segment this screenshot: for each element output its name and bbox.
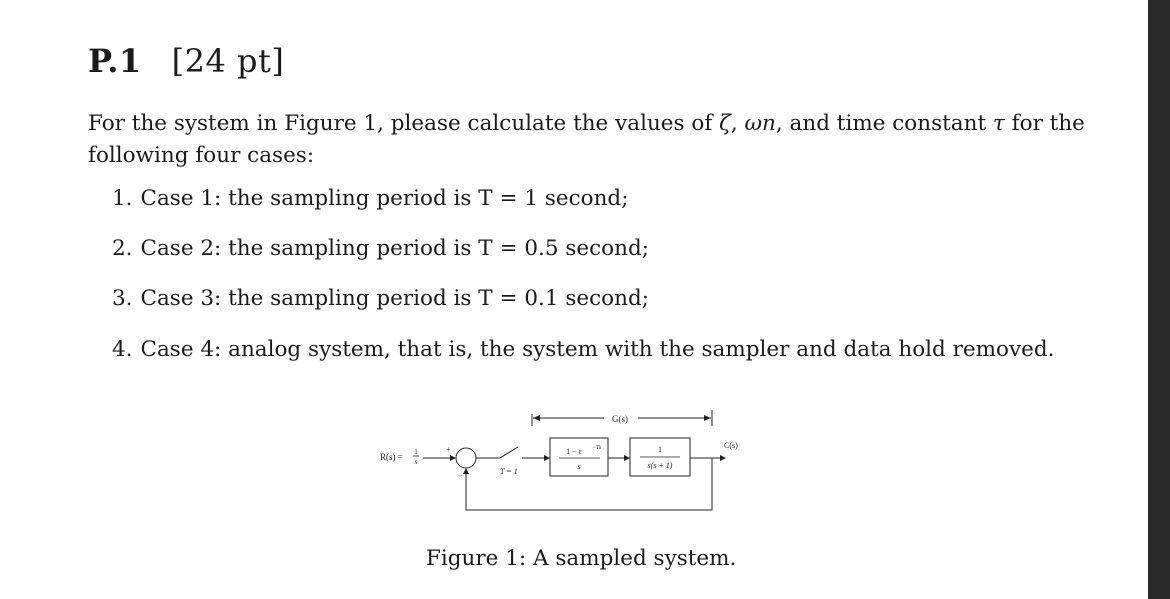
case-text: Case 4: analog system, that is, the system with the sampler and data hold removed. xyxy=(140,337,1055,362)
figure-caption: Figure 1: A sampled system. xyxy=(426,546,737,571)
input-arrow-icon xyxy=(450,455,456,461)
problem-heading xyxy=(88,42,284,80)
omega-n-symbol: ωn xyxy=(744,111,776,136)
problem-label: P.1 xyxy=(88,42,142,80)
hold-arrow-icon xyxy=(544,455,550,461)
hold-numerator: 1 − ε xyxy=(566,447,582,456)
plant-numerator: 1 xyxy=(658,445,662,454)
tau-symbol: τ xyxy=(992,111,1005,136)
summing-junction xyxy=(456,448,476,468)
sampler-switch xyxy=(500,447,518,458)
window-edge xyxy=(1148,0,1170,599)
problem-points: [24 pt] xyxy=(171,42,285,80)
block-diagram xyxy=(372,402,752,517)
problem-statement: For the system in Figure 1, please calculate the values of ζ, ωn, and time constant τ for the following four cases: xyxy=(88,111,1085,168)
intro-text-2: , and time constant xyxy=(775,111,987,136)
feedback-arrow-icon xyxy=(463,468,469,474)
output-label: C(s) xyxy=(724,441,738,450)
sampler-label: T = 1 xyxy=(500,467,518,476)
plus-sign: + xyxy=(446,445,451,454)
hold-denominator: s xyxy=(577,462,581,471)
plant-arrow-icon xyxy=(624,455,630,461)
case-item xyxy=(112,337,1054,362)
case-number: 4. xyxy=(112,337,133,362)
minus-sign: − xyxy=(458,471,463,480)
zeta-symbol: ζ xyxy=(719,111,731,136)
intro-text-1: For the system in Figure 1, please calculate the values of xyxy=(88,111,713,136)
input-frac-den: s xyxy=(414,458,418,466)
input-label: R(s) = xyxy=(380,452,403,462)
gs-label: G(s) xyxy=(612,414,628,424)
case-text: Case 2: the sampling period is T = 0.5 second; xyxy=(140,236,649,261)
intro-text-3: for the following four cases: xyxy=(88,111,1085,168)
case-number: 2. xyxy=(112,236,133,261)
feedback-path xyxy=(466,458,712,510)
case-number: 1. xyxy=(112,186,133,211)
case-number: 3. xyxy=(112,286,133,311)
case-item xyxy=(112,286,649,311)
case-item xyxy=(112,186,628,211)
case-text: Case 1: the sampling period is T = 1 second; xyxy=(140,186,629,211)
case-text: Case 3: the sampling period is T = 0.1 second; xyxy=(140,286,649,311)
hold-exponent: −Ts xyxy=(592,445,602,451)
input-frac-num: 1 xyxy=(414,448,418,456)
plant-denominator: s(s + 1) xyxy=(647,461,673,470)
arrow-right-icon xyxy=(704,415,711,421)
arrow-left-icon xyxy=(533,415,540,421)
case-item xyxy=(112,236,649,261)
output-arrow-icon xyxy=(720,455,726,461)
